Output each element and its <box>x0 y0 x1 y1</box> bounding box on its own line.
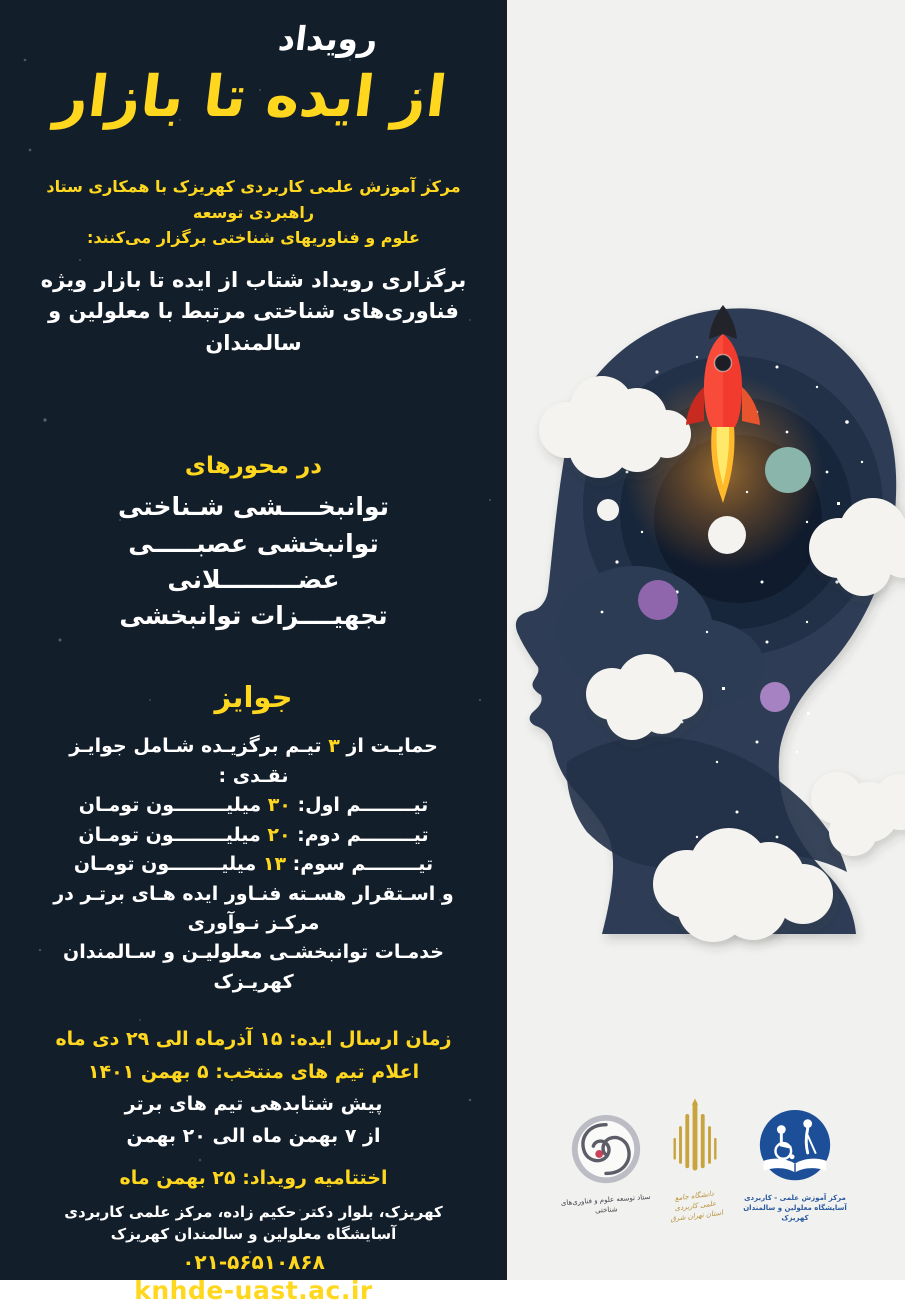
kahrizak-caption-line2: آسایشگاه معلولین و سالمندان کهریزک <box>743 1204 847 1223</box>
partner-logos <box>507 1098 905 1223</box>
prizes-note-line1: و اسـتقرار هسـته فنـاور ایده هـای برتـر در مرکـز نـوآوری <box>53 882 454 934</box>
prizes-heading: جوایز <box>214 680 293 715</box>
head-illustration <box>507 292 905 934</box>
address-line1: کهریزک، بلوار دکتر حکیم زاده، مرکز علمی کاربردی <box>64 1202 443 1221</box>
planet-purple-small <box>760 682 790 712</box>
teams-announcement-date: اعلام تیم های منتخب: ۵ بهمن ۱۴۰۱ <box>87 1060 420 1083</box>
uast-caption-line2: علمی کاربردی <box>673 1199 717 1213</box>
address <box>0 1201 507 1246</box>
phone-number: ۰۲۱-۵۶۵۱۰۸۶۸ <box>182 1249 325 1274</box>
topics-heading: در محورهای <box>184 453 323 480</box>
event-title: از ایده تا بازار <box>51 63 451 130</box>
topic-item-muscular: عضـــــــــلانی <box>167 564 340 594</box>
prize-row-third: تیــــــــم سوم: ۱۳ میلیــــــــون تومـان <box>73 853 434 876</box>
prizes-note-line2: خدمـات توانبخشـی معلولیـن و سـالمندان کهریـزک <box>63 941 444 993</box>
planet-teal <box>765 447 811 493</box>
topics-section <box>0 453 507 634</box>
event-description <box>0 265 507 360</box>
planet-purple <box>638 580 678 620</box>
schedule-section <box>0 1023 507 1194</box>
organizer-line1: مرکز آموزش علمی کاربردی کهریزک با همکاری ستاد راهبردی توسعه <box>46 177 461 222</box>
uast-logo-icon <box>666 1098 724 1188</box>
topic-item-neuro-rehab: توانبخشی عصبـــــی <box>128 528 379 558</box>
organizer-line2: علوم و فناوریهای شناختی برگزار می‌کنند: <box>87 228 420 248</box>
teams-count: ۳ <box>328 735 340 758</box>
website-url: knhde-uast.ac.ir <box>134 1275 373 1305</box>
prize-row-second: تیــــــــم دوم: ۲۰ میلیــــــــون تومـان <box>78 823 429 846</box>
kahrizak-center-logo <box>736 1108 854 1223</box>
kahrizak-caption-line1: مرکز آموزش علمی - کاربردی <box>744 1194 846 1202</box>
kahrizak-logo-icon <box>745 1108 845 1190</box>
pre-acceleration-line1: پیش شتابدهی تیم های برتر <box>124 1092 383 1115</box>
pre-acceleration-line2: از ۷ بهمن ماه الی ۲۰ بهمن <box>126 1125 381 1148</box>
uast-caption-line1: دانشگاه جامع <box>673 1189 714 1203</box>
right-panel <box>507 0 905 1280</box>
uast-caption-line3: استان تهران شرق <box>669 1209 723 1224</box>
prizes-section <box>0 680 507 997</box>
rocket-porthole <box>715 355 732 372</box>
planet-small-white <box>597 499 619 521</box>
topic-item-rehab-equipment: تجهیــــزات توانبخشی <box>119 601 388 631</box>
prize-row-first: تیــــــــم اول: ۳۰ میلیــــــــون تومـان <box>78 794 429 817</box>
closing-ceremony-date: اختتامیه رویداد: ۲۵ بهمن ماه <box>119 1167 388 1190</box>
prizes-intro: حمایـت از ۳ تیـم برگزیـده شـامل جوایـز نقـدی : <box>69 735 438 787</box>
cognitive-council-caption: ستاد توسعه علوم و فناوری‌های شناختی <box>560 1192 651 1215</box>
cognitive-council-logo-icon <box>567 1112 645 1192</box>
prize-amount-second: ۲۰ <box>267 823 291 846</box>
event-label: رویداد <box>276 19 381 58</box>
event-description-line2: فناوری‌های شناختی مرتبط با معلولین و سالمندان <box>48 299 459 355</box>
title-block <box>0 20 514 134</box>
cognitive-council-logo <box>558 1112 654 1215</box>
prize-amount-third: ۱۳ <box>262 853 287 876</box>
organizer-text <box>0 174 507 251</box>
idea-submission-dates: زمان ارسال ایده: ۱۵ آذرماه الی ۲۹ دی ماه <box>55 1028 452 1051</box>
topic-item-cognitive-rehab: توانبخــــشی شـناختی <box>117 492 390 522</box>
event-description-line1: برگزاری رویداد شتاب از ایده تا بازار ویژه <box>40 267 467 292</box>
uast-logo <box>666 1098 724 1224</box>
prize-amount-first: ۳۰ <box>267 794 291 817</box>
address-line2: آسایشگاه معلولین و سالمندان کهریزک <box>110 1225 397 1244</box>
planet-white <box>708 516 746 554</box>
